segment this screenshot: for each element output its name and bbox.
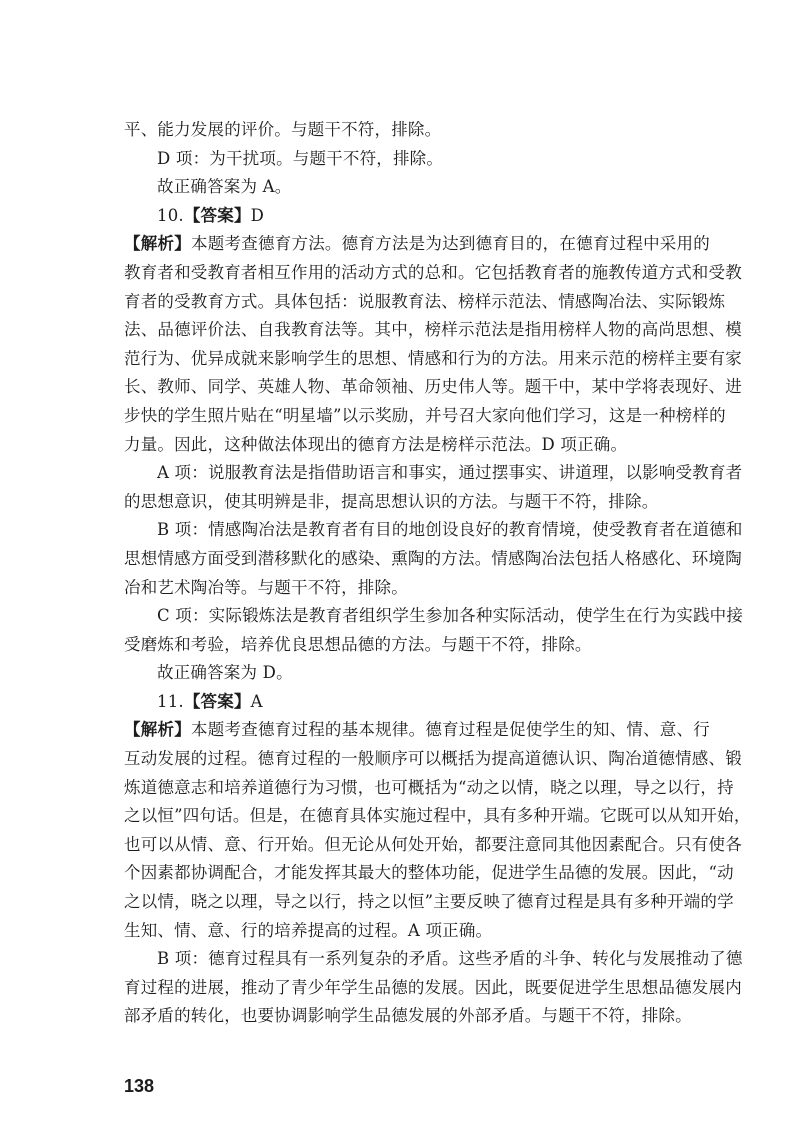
text-line: 个因素都协调配合，才能发挥其最大的整体功能，促进学生品德的发展。因此，“动 bbox=[124, 863, 734, 883]
text-line: 范行为、优异成就来影响学生的思想、情感和行为的方法。用来示范的榜样主要有家 bbox=[124, 348, 742, 368]
text-line: 生知、情、意、行的培养提高的过程。A 项正确。 bbox=[124, 920, 493, 940]
text-line: 互动发展的过程。德育过程的一般顺序可以概括为提高道德认识、陶冶道德情感、锻 bbox=[124, 749, 742, 769]
text-line: 法、品德评价法、自我教育法等。其中，榜样示范法是指用榜样人物的高尚思想、模 bbox=[124, 320, 742, 340]
text-line: 冶和艺术陶冶等。与题干不符，排除。 bbox=[124, 577, 408, 597]
text-line: 之以情，晓之以理，导之以行，持之以恒”主要反映了德育过程是具有多种开端的学 bbox=[124, 892, 734, 912]
text-line: 教育者和受教育者相互作用的活动方式的总和。它包括教育者的施教传道方式和受教 bbox=[124, 262, 742, 282]
text-line: 10.【答案】D bbox=[157, 205, 265, 225]
text-line: 11.【答案】A bbox=[157, 691, 263, 711]
text-line: 育者的受教育方式。具体包括：说服教育法、榜样示范法、情感陶冶法、实际锻炼 bbox=[124, 291, 726, 311]
page-body bbox=[124, 116, 751, 1031]
text-line: 育过程的进展，推动了青少年学生品德的发展。因此，既要促进学生思想品德发展内 bbox=[124, 977, 742, 997]
text-line: 【解析】本题考查德育方法。德育方法是为达到德育目的，在德育过程中采用的 bbox=[124, 234, 710, 254]
text-line: A 项：说服教育法是指借助语言和事实，通过摆事实、讲道理，以影响受教育者 bbox=[157, 463, 743, 483]
text-line: C 项：实际锻炼法是教育者组织学生参加各种实际活动，使学生在行为实践中接 bbox=[157, 606, 744, 626]
text-line: 故正确答案为 A。 bbox=[157, 177, 292, 197]
label-tag: 【答案】 bbox=[183, 205, 251, 225]
label-tag: 【解析】 bbox=[124, 720, 191, 740]
label-tag: 【解析】 bbox=[124, 234, 191, 254]
text-line: 长、教师、同学、英雄人物、革命领袖、历史伟人等。题干中，某中学将表现好、进 bbox=[124, 377, 742, 397]
text-line: 力量。因此，这种做法体现出的德育方法是榜样示范法。D 项正确。 bbox=[124, 434, 628, 454]
text-line: 部矛盾的转化，也要协调影响学生品德发展的外部矛盾。与题干不符，排除。 bbox=[124, 1006, 692, 1026]
page-number: 138 bbox=[124, 1076, 155, 1096]
text-line: 故正确答案为 D。 bbox=[157, 663, 293, 683]
label-tag: 【答案】 bbox=[183, 691, 251, 711]
text-line: 的思想意识，使其明辨是非，提高思想认识的方法。与题干不符，排除。 bbox=[124, 491, 659, 511]
text-line: 也可以从情、意、行开始。但无论从何处开始，都要注意同其他因素配合。只有使各 bbox=[124, 834, 742, 854]
text-line: 之以恒”四句话。但是，在德育具体实施过程中，具有多种开端。它既可以从知开始， bbox=[124, 806, 751, 826]
text-line: B 项：德育过程具有一系列复杂的矛盾。这些矛盾的斗争、转化与发展推动了德 bbox=[157, 949, 743, 969]
text-line: 受磨炼和考验，培养优良思想品德的方法。与题干不符，排除。 bbox=[124, 634, 592, 654]
text-line: 平、能力发展的评价。与题干不符，排除。 bbox=[124, 120, 442, 139]
text-line: B 项：情感陶冶法是教育者有目的地创设良好的教育情境，使受教育者在道德和 bbox=[157, 520, 743, 540]
text-line: 步快的学生照片贴在“明星墙”以示奖励，并号召大家向他们学习，这是一种榜样的 bbox=[124, 405, 726, 425]
text-line: D 项：为干扰项。与题干不符，排除。 bbox=[157, 148, 444, 168]
text-line: 炼道德意志和培养道德行为习惯，也可概括为“动之以情，晓之以理，导之以行，持 bbox=[124, 777, 734, 797]
text-line: 思想情感方面受到潜移默化的感染、熏陶的方法。情感陶冶法包括人格感化、环境陶 bbox=[124, 548, 742, 568]
text-line: 【解析】本题考查德育过程的基本规律。德育过程是促使学生的知、情、意、行 bbox=[124, 720, 710, 740]
